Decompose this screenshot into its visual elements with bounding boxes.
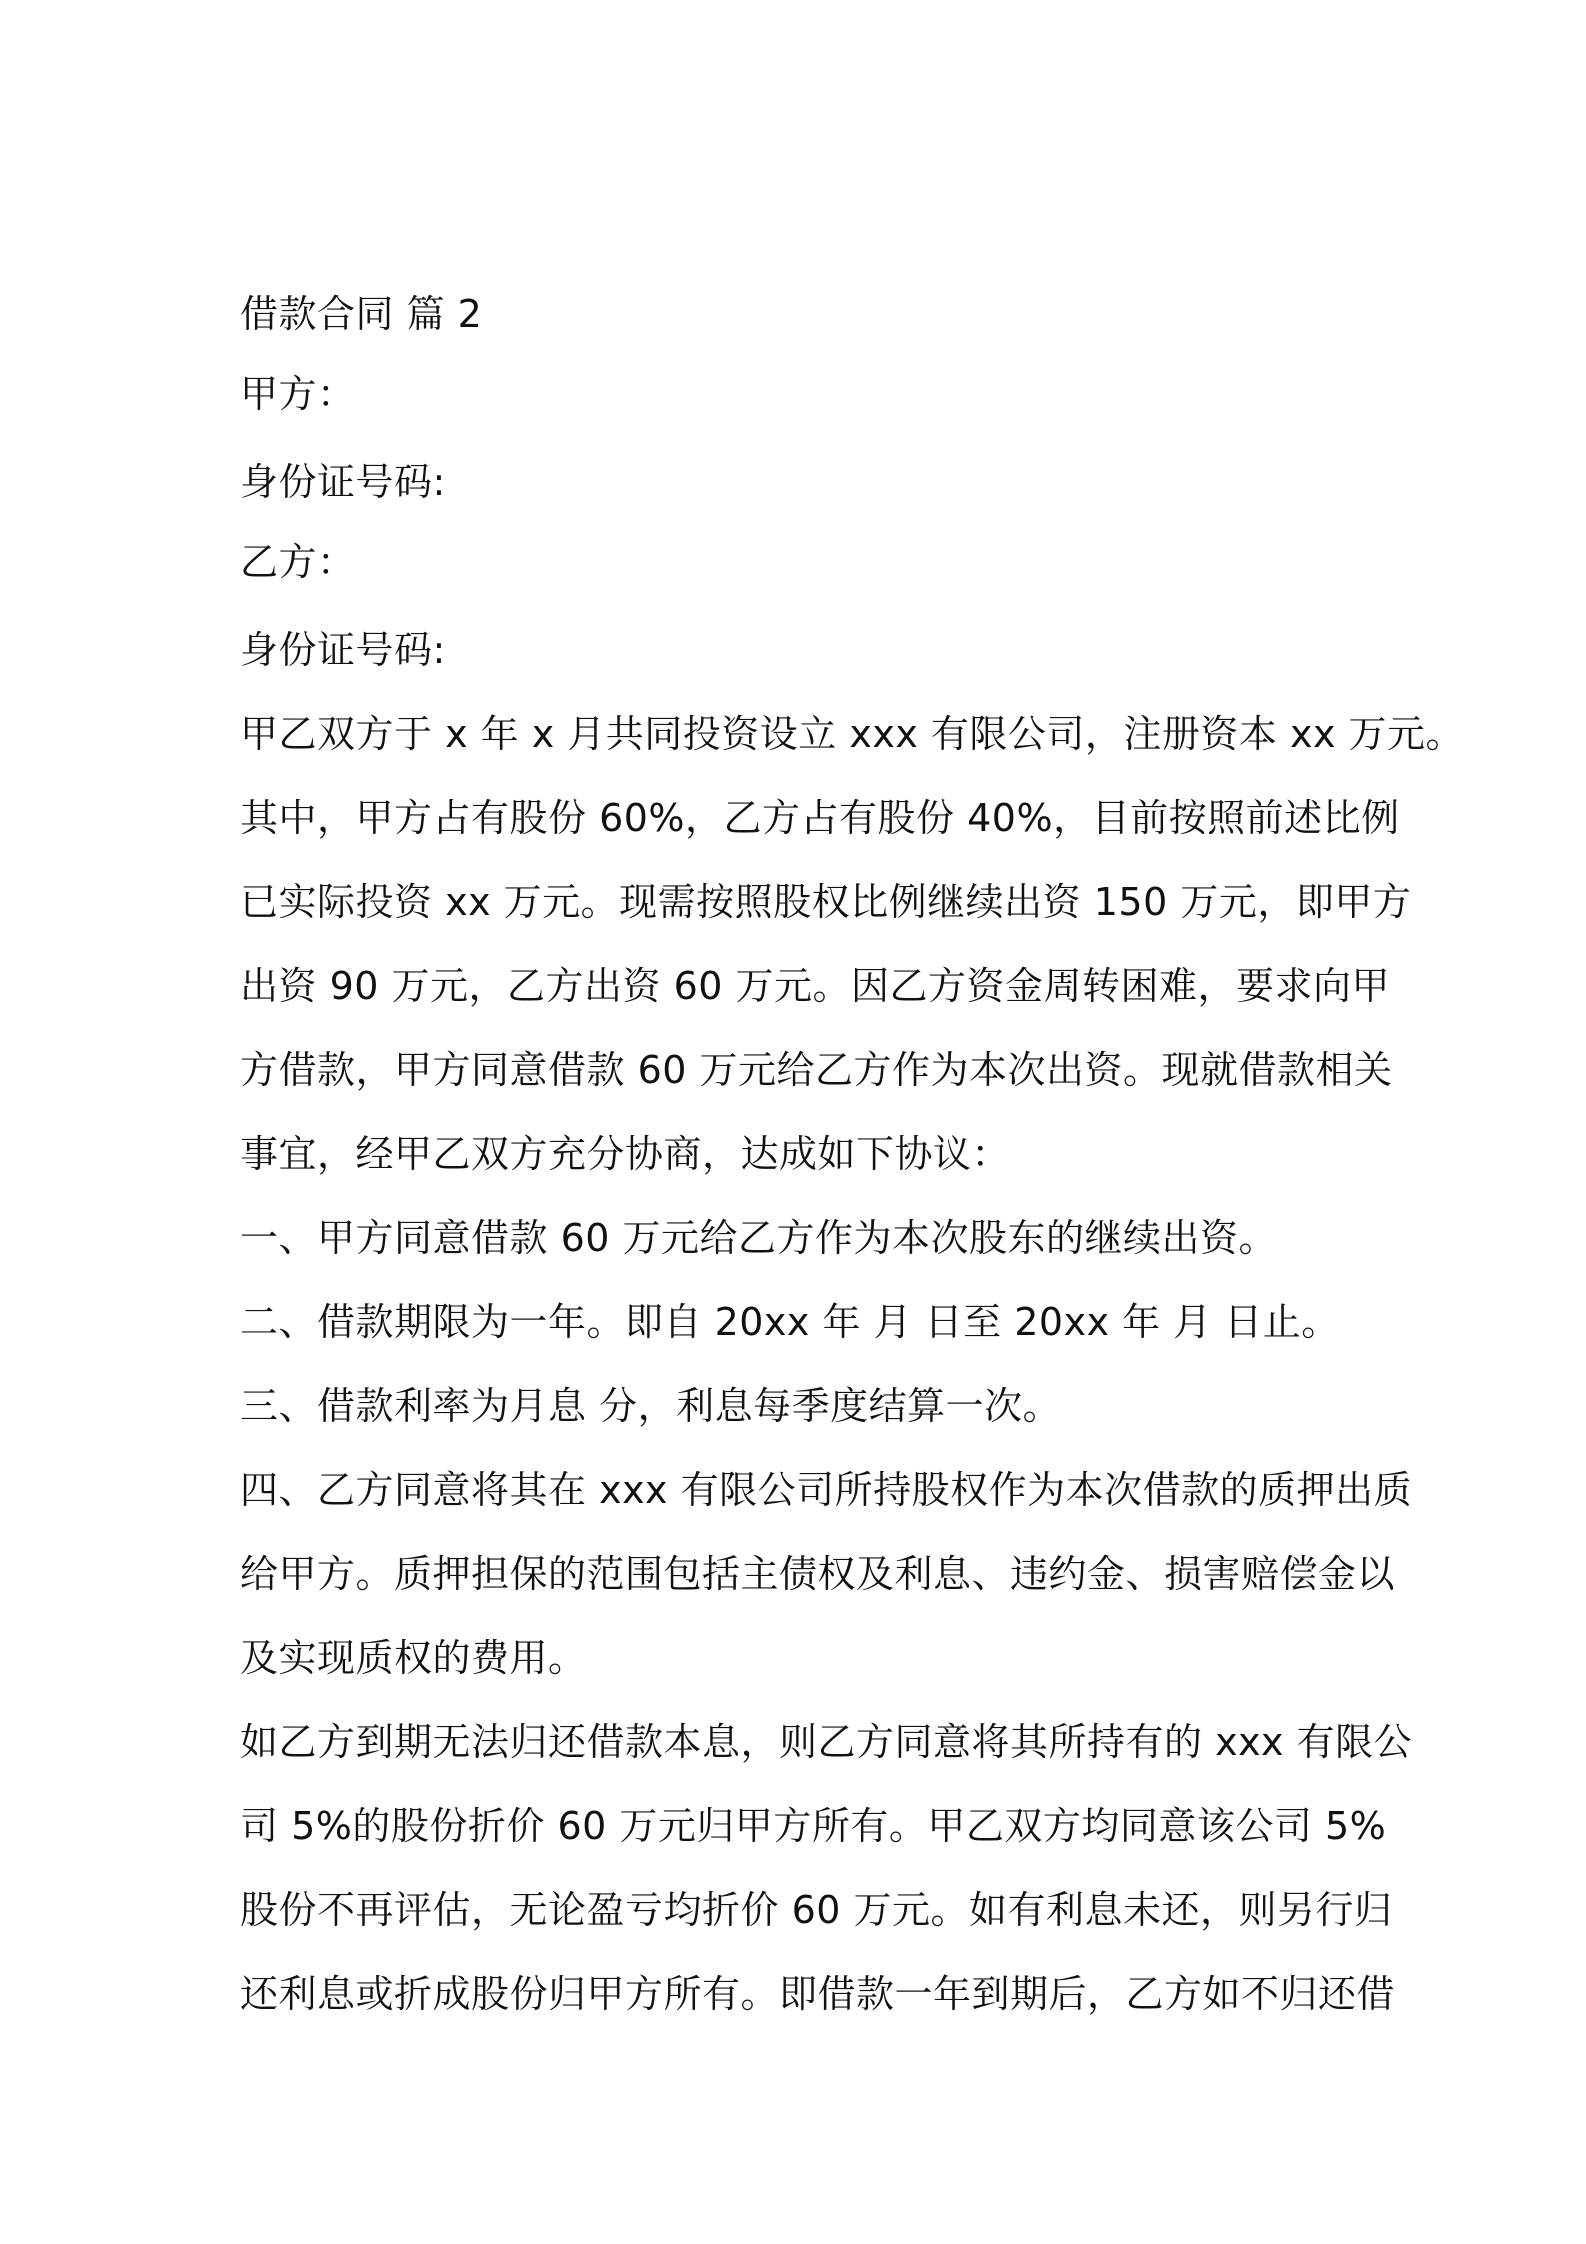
paragraph-line: 方借款，甲方同意借款 60 万元给乙方作为本次出资。现就借款相关 <box>240 1048 1393 1092</box>
document-title: 借款合同 篇 2 <box>240 292 483 336</box>
clause-4-line: 及实现质权的费用。 <box>240 1636 587 1680</box>
paragraph-line: 股份不再评估，无论盈亏均折价 60 万元。如有利息未还，则另行归 <box>240 1888 1393 1932</box>
paragraph-line: 还利息或折成股份归甲方所有。即借款一年到期后，乙方如不归还借 <box>240 1972 1396 2016</box>
party-a-label: 甲方： <box>240 372 356 416</box>
party-b-label: 乙方： <box>240 540 356 584</box>
clause-1: 一、甲方同意借款 60 万元给乙方作为本次股东的继续出资。 <box>240 1216 1278 1260</box>
party-a-id-label: 身份证号码: <box>240 460 446 504</box>
party-b-id-label: 身份证号码: <box>240 628 446 672</box>
paragraph-line: 事宜，经甲乙双方充分协商，达成如下协议： <box>240 1132 1011 1176</box>
paragraph-line: 出资 90 万元，乙方出资 60 万元。因乙方资金周转困难，要求向甲 <box>240 964 1391 1008</box>
paragraph-line: 司 5%的股份折价 60 万元归甲方所有。甲乙双方均同意该公司 5% <box>240 1804 1387 1848</box>
paragraph-line: 已实际投资 xx 万元。现需按照股权比例继续出资 150 万元，即甲方 <box>240 880 1412 924</box>
paragraph-line: 甲乙双方于 x 年 x 月共同投资设立 xxx 有限公司，注册资本 xx 万元。 <box>240 712 1465 756</box>
clause-3: 三、借款利率为月息 分，利息每季度结算一次。 <box>240 1384 1062 1428</box>
clause-4-line: 给甲方。质押担保的范围包括主债权及利息、违约金、损害赔偿金以 <box>240 1552 1396 1596</box>
paragraph-line: 如乙方到期无法归还借款本息，则乙方同意将其所持有的 xxx 有限公 <box>240 1720 1413 1764</box>
clause-4: 四、乙方同意将其在 xxx 有限公司所持股权作为本次借款的质押出质 <box>240 1468 1413 1512</box>
paragraph-line: 其中，甲方占有股份 60%，乙方占有股份 40%，目前按照前述比例 <box>240 796 1400 840</box>
clause-2: 二、借款期限为一年。即自 20xx 年 月 日至 20xx 年 月 日止。 <box>240 1300 1340 1344</box>
